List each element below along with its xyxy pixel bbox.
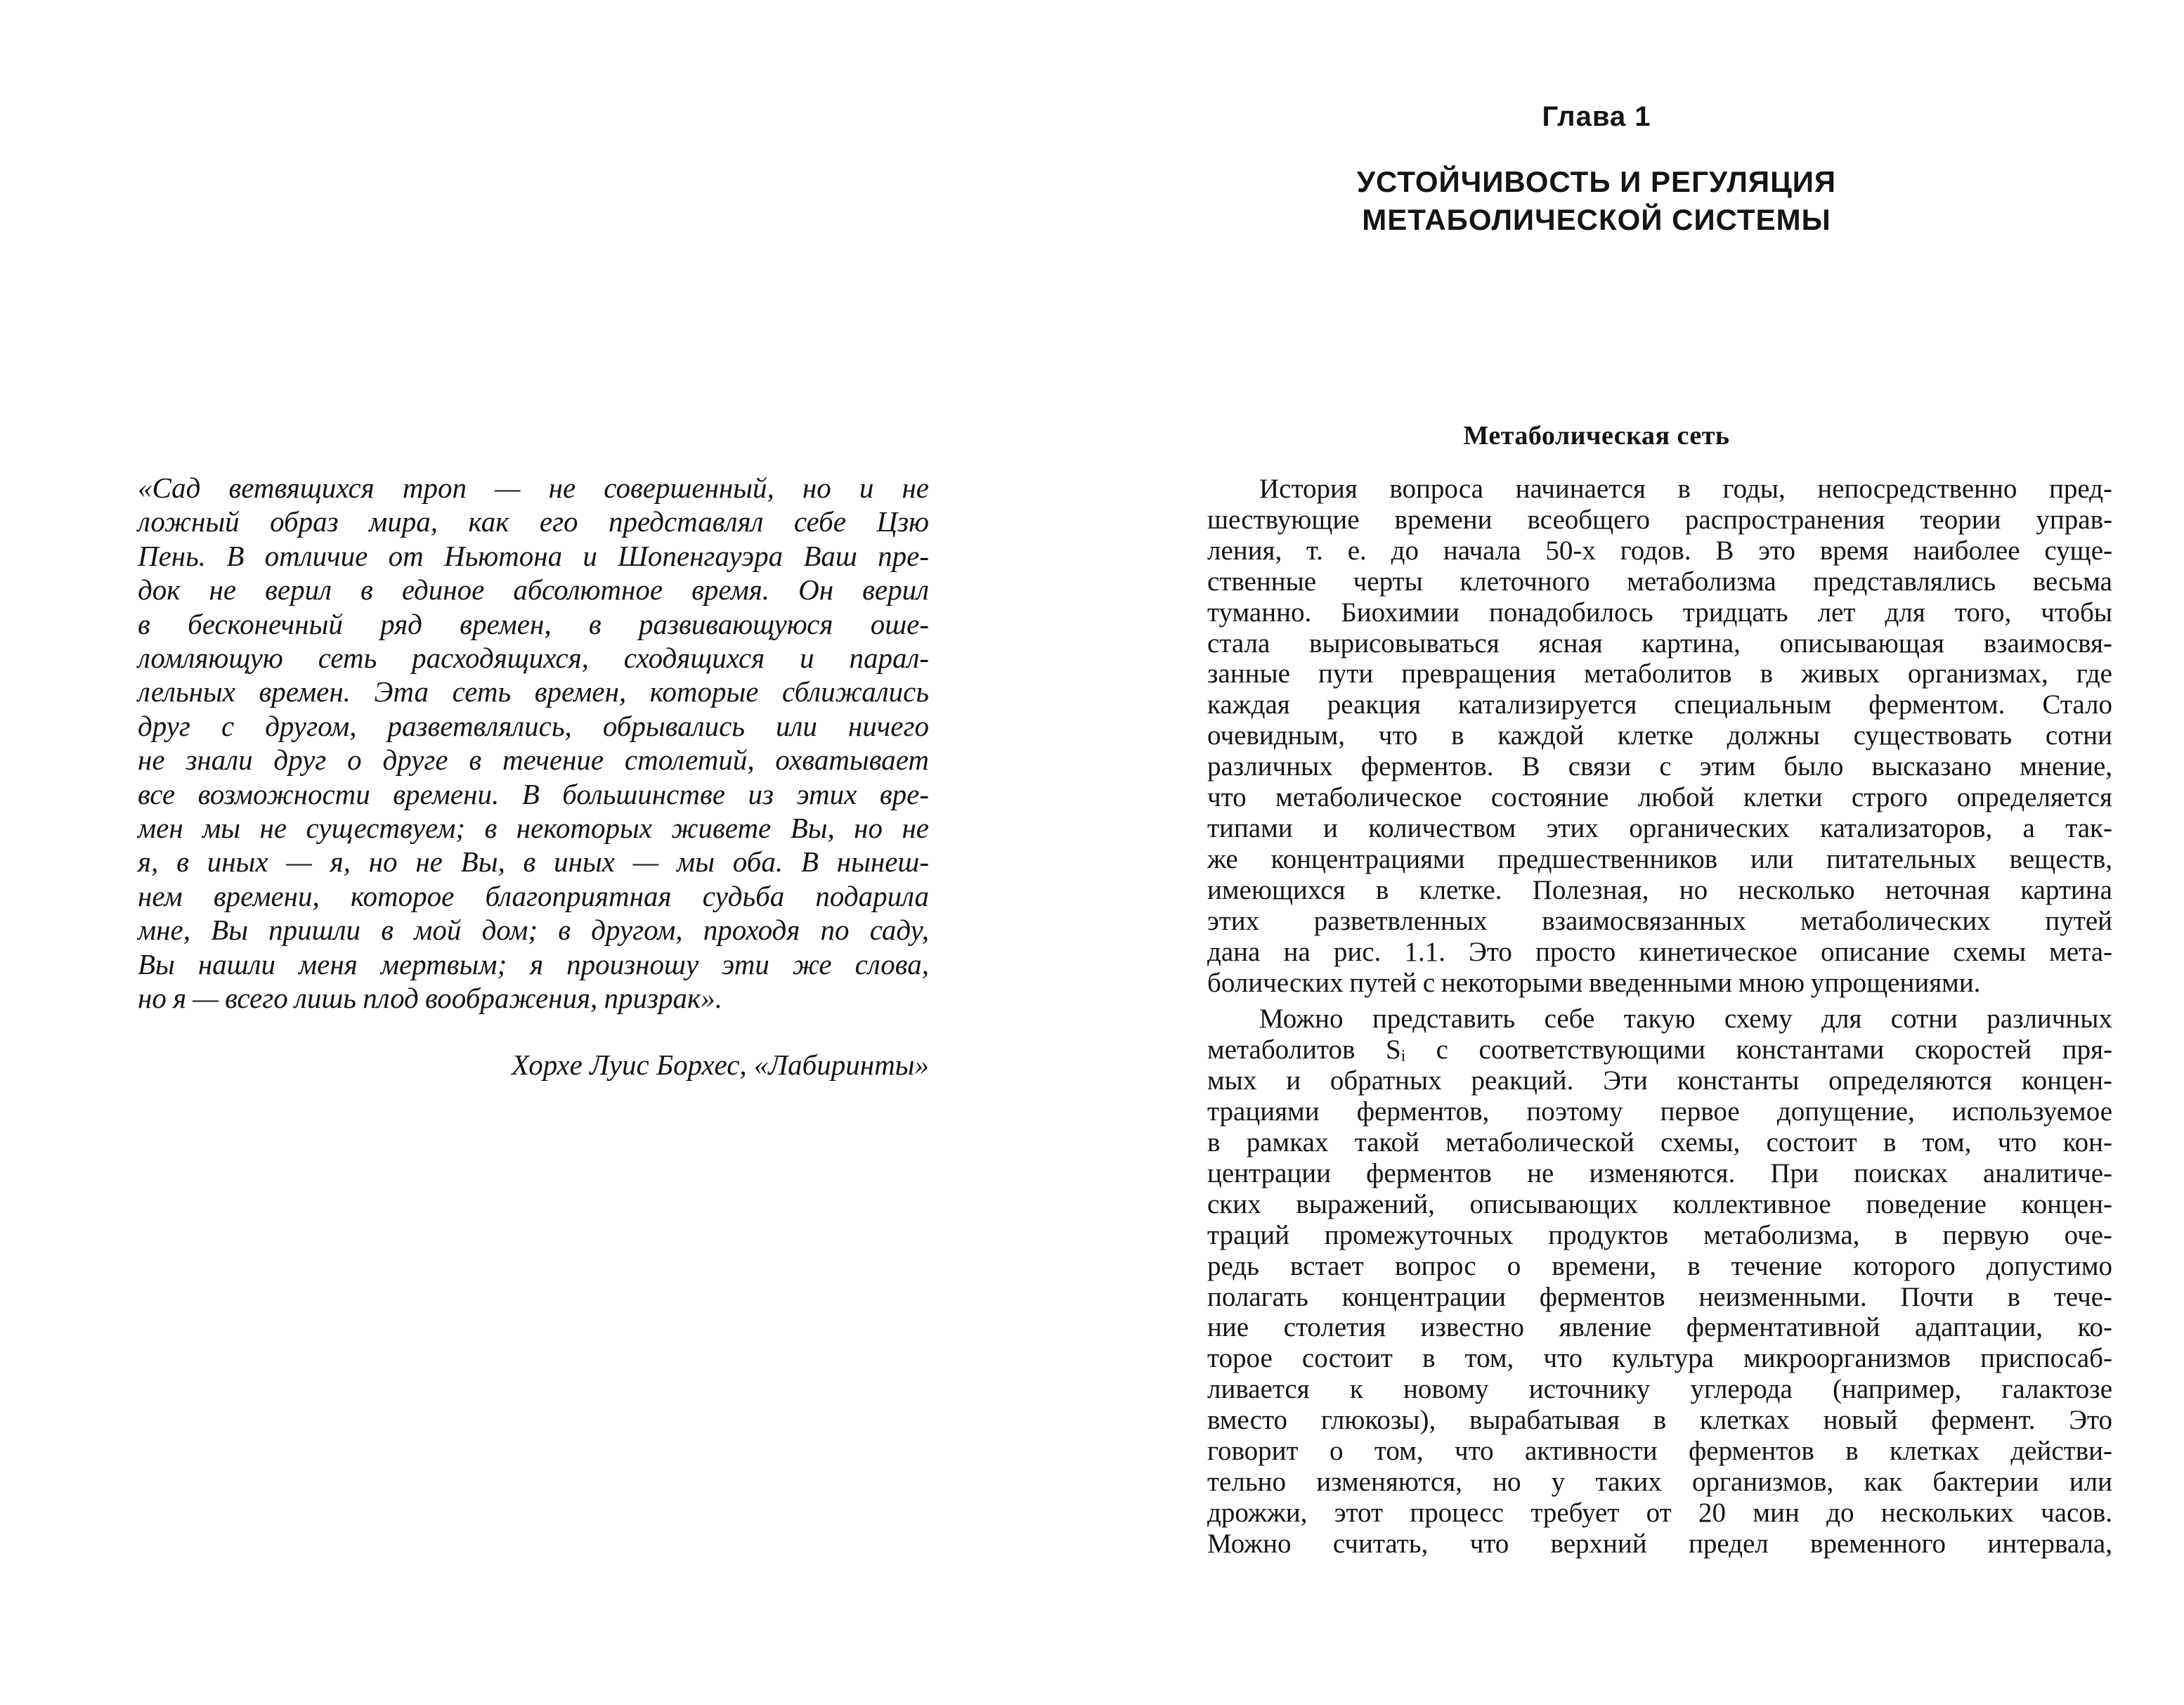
text-line: стала вырисовываться ясная картина, описывающая взаимосвя- (1207, 628, 2112, 659)
epigraph-line: ломляющую сеть расходящихся, сходящихся и парал- (138, 642, 929, 675)
text-line: что метаболическое состояние любой клетки строго определяется (1207, 782, 2112, 813)
text-line: ских выражений, описывающих коллективное поведение концен- (1207, 1188, 2112, 1219)
epigraph-line: Пень. В отличие от Ньютона и Шопенгауэра Ваш пре- (138, 539, 929, 572)
paragraph (1207, 1004, 2112, 1559)
text-line: туманно. Биохимии понадобилось тридцать лет для того, чтобы (1207, 597, 2112, 628)
text-line: шествующие времени всеобщего распространения теории управ- (1207, 504, 2112, 535)
text-line: мых и обратных реакций. Эти константы определяются концен- (1207, 1065, 2112, 1096)
text-line: имеющихся в клетке. Полезная, но несколько неточная картина (1207, 874, 2112, 905)
text-line: дрожжи, этот процесс требует от 20 мин до нескольких часов. (1207, 1497, 2112, 1528)
epigraph (138, 471, 929, 1082)
text-line: каждая реакция катализируется специальным ферментом. Стало (1207, 689, 2112, 720)
text-line: траций промежуточных продуктов метаболизма, в первую оче- (1207, 1219, 2112, 1250)
text-line: метаболитов Sᵢ с соответствующими константами скоростей пря- (1207, 1035, 2112, 1065)
epigraph-line: мне, Вы пришли в мой дом; в другом, проходя по саду, (138, 914, 929, 947)
epigraph-line: я, в иных — я, но не Вы, в иных — мы оба. В нынеш- (138, 845, 929, 879)
text-line: различных ферментов. В связи с этим было высказано мнение, (1207, 751, 2112, 782)
text-line: ления, т. е. до начала 50-х годов. В это время наиболее суще- (1207, 535, 2112, 566)
epigraph-line: все возможности времени. В большинстве из этих вре- (138, 777, 929, 810)
epigraph-line: нем времени, которое благоприятная судьба подарила (138, 879, 929, 912)
body-text (1207, 474, 2112, 1560)
text-line: вместо глюкозы), вырабатывая в клетках новый фермент. Это (1207, 1405, 2112, 1436)
epigraph-text (138, 471, 929, 1016)
text-line: Можно считать, что верхний предел временного интервала, (1207, 1528, 2112, 1559)
section-title: Метаболическая сеть (1463, 421, 1730, 450)
epigraph-line: док не верил в единое абсолютное время. Он верил (138, 573, 929, 607)
epigraph-line: Вы нашли меня мертвым; я произношу эти же слова, (138, 947, 929, 980)
text-line: торое состоит в том, что культура микроорганизмов приспосаб- (1207, 1343, 2112, 1374)
epigraph-line: ложный образ мира, как его представлял себе Цзю (138, 505, 929, 538)
text-line: очевидным, что в каждой клетке должны существовать сотни (1207, 720, 2112, 751)
paragraph (1207, 474, 2112, 998)
text-line: этих разветвленных взаимосвязанных метаболических путей (1207, 905, 2112, 936)
text-line: центрации ферментов не изменяются. При поисках аналитиче- (1207, 1158, 2112, 1188)
chapter-label: Глава 1 (1542, 101, 1651, 132)
epigraph-line: друг с другом, разветвлялись, обрывались или ничего (138, 709, 929, 742)
epigraph-line: но я — всего лишь плод воображения, призрак». (138, 982, 722, 1015)
right-page (1092, 0, 2184, 1705)
text-line: Можно представить себе такую схему для сотни различных (1259, 1004, 2112, 1035)
chapter-title-line: УСТОЙЧИВОСТЬ И РЕГУЛЯЦИЯ (1356, 165, 1837, 198)
epigraph-line: «Сад ветвящихся троп — не совершенный, но и не (138, 472, 929, 504)
chapter-title (1210, 163, 1983, 239)
epigraph-line: не знали друг о друге в течение столетий, охватывает (138, 744, 929, 777)
text-line: трациями ферментов, поэтому первое допущение, используемое (1207, 1096, 2112, 1127)
epigraph-line: лельных времен. Эта сеть времен, которые сближались (138, 675, 929, 708)
epigraph-line: в бесконечный ряд времен, в развивающуюся оше- (138, 607, 929, 640)
epigraph-line: мен мы не существуем; в некоторых живете Вы, но не (138, 812, 929, 845)
epigraph-attribution: Хорхе Луис Борхес, «Лабиринты» (512, 1048, 929, 1081)
text-line: говорит о том, что активности ферментов в клетках действи- (1207, 1436, 2112, 1467)
text-line: ственные черты клеточного метаболизма представлялись весьма (1207, 566, 2112, 597)
text-line: тельно изменяются, но у таких организмов, как бактерии или (1207, 1467, 2112, 1497)
text-line: полагать концентрации ферментов неизменными. Почти в тече- (1207, 1281, 2112, 1312)
text-line: занные пути превращения метаболитов в живых организмах, где (1207, 659, 2112, 689)
text-line: же концентрациями предшественников или питательных веществ, (1207, 843, 2112, 874)
text-line: редь встает вопрос о времени, в течение которого допустимо (1207, 1250, 2112, 1281)
text-line: в рамках такой метаболической схемы, состоит в том, что кон- (1207, 1127, 2112, 1158)
text-line: типами и количеством этих органических катализаторов, а так- (1207, 812, 2112, 843)
text-line: дана на рис. 1.1. Это просто кинетическое описание схемы мета- (1207, 936, 2112, 967)
text-line: История вопроса начинается в годы, непосредственно пред- (1259, 474, 2112, 504)
text-line: болических путей с некоторыми введенными мною упрощениями. (1207, 967, 1981, 998)
text-line: ние столетия известно явление ферментативной адаптации, ко- (1207, 1312, 2112, 1343)
text-line: ливается к новому источнику углерода (например, галактозе (1207, 1374, 2112, 1405)
chapter-title-line: МЕТАБОЛИЧЕСКОЙ СИСТЕМЫ (1362, 203, 1831, 236)
